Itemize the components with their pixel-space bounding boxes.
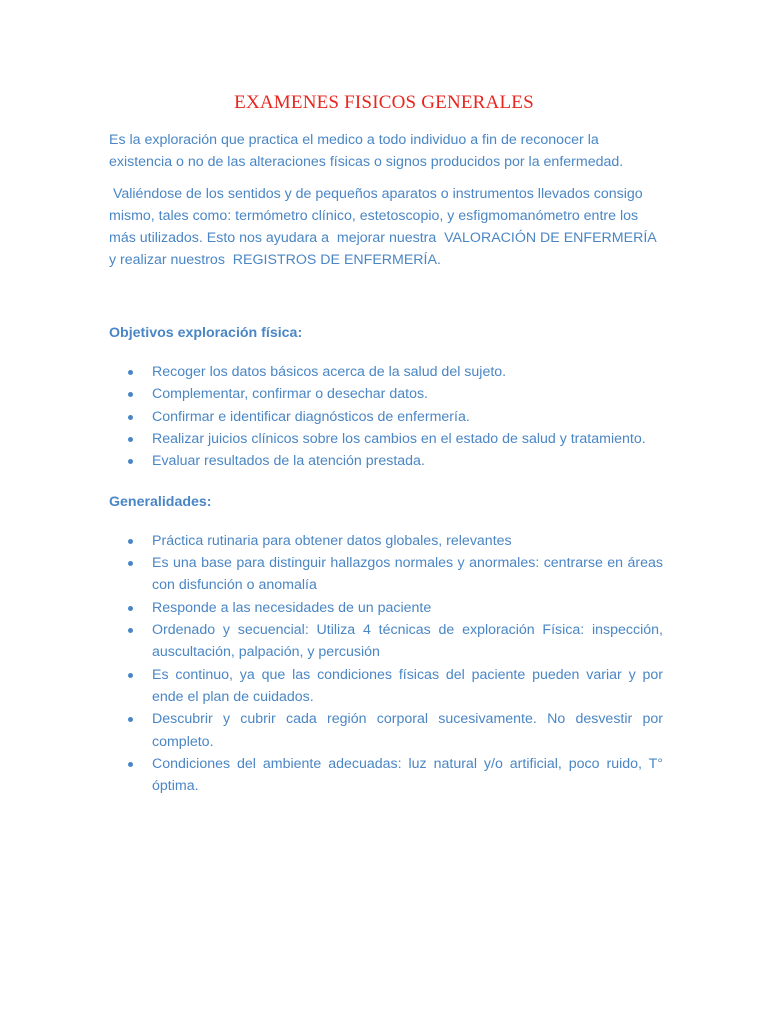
list-item-text: Evaluar resultados de la atención prestada.: [152, 453, 425, 470]
bullet-icon: [128, 717, 133, 722]
bullet-icon: [128, 437, 133, 442]
list-item-text: Ordenado y secuencial: Utiliza 4 técnicas de exploración Física: inspección, auscultación, palpación, y percusión: [152, 622, 663, 661]
list-item-text: Responde a las necesidades de un paciente: [152, 599, 432, 616]
list-item: [109, 708, 663, 753]
bullet-icon: [128, 606, 133, 611]
list-item: [109, 361, 663, 383]
bullet-icon: [128, 392, 133, 397]
list-item: [109, 383, 663, 405]
objetivos-list: [109, 361, 663, 472]
list-item: [109, 664, 663, 709]
generalidades-list: [109, 530, 663, 798]
list-item: [109, 450, 663, 472]
bullet-icon: [128, 539, 133, 544]
bullet-icon: [128, 673, 133, 678]
list-item: [109, 552, 663, 597]
bullet-icon: [128, 628, 133, 633]
bullet-icon: [128, 561, 133, 566]
list-item: [109, 597, 663, 619]
document-title: EXAMENES FISICOS GENERALES: [234, 92, 534, 113]
intro-paragraph: Es la exploración que practica el medico a todo individuo a fin de reconocer la existencia o no de las alteraciones físicas o signos producidos por la enfermedad.: [109, 132, 624, 171]
bullet-icon: [128, 762, 133, 767]
list-item-text: Descubrir y cubrir cada región corporal sucesivamente. No desvestir por completo.: [152, 711, 663, 750]
instruments-paragraph: Valiéndose de los sentidos y de pequeños aparatos o instrumentos llevados consigo mismo, tales como: termómetro clínico, estetoscopio, y esfigmomanómetro entre los más utilizados. Esto nos ayudara a mejorar nuestra VALORACIÓN DE ENFERMERÍA y realizar nuestros REGISTROS DE ENFERMERÍA.: [109, 185, 660, 269]
list-item-text: Realizar juicios clínicos sobre los cambios en el estado de salud y tratamiento.: [152, 430, 646, 447]
list-item: [109, 530, 663, 552]
list-item: [109, 619, 663, 664]
list-item-text: Recoger los datos básicos acerca de la salud del sujeto.: [152, 364, 507, 381]
list-item-text: Práctica rutinaria para obtener datos globales, relevantes: [152, 532, 512, 549]
document-body: [109, 129, 663, 797]
list-item: [109, 428, 663, 450]
list-item-text: Condiciones del ambiente adecuadas: luz natural y/o artificial, poco ruido, T° óptima.: [152, 755, 663, 795]
list-item: [109, 753, 663, 798]
list-item-text: Es una base para distinguir hallazgos normales y anormales: centrarse en áreas con disfunción o anomalía: [152, 555, 663, 594]
bullet-icon: [128, 415, 133, 420]
bullet-icon: [128, 459, 133, 464]
list-item: [109, 406, 663, 428]
generalidades-heading: Generalidades:: [109, 493, 212, 510]
objetivos-heading: Objetivos exploración física:: [109, 324, 303, 341]
list-item-text: Complementar, confirmar o desechar datos.: [152, 386, 428, 403]
list-item-text: Es continuo, ya que las condiciones físicas del paciente pueden variar y por ende el plan de cuidados.: [152, 666, 663, 705]
list-item-text: Confirmar e identificar diagnósticos de enfermería.: [152, 408, 470, 425]
bullet-icon: [128, 370, 133, 375]
